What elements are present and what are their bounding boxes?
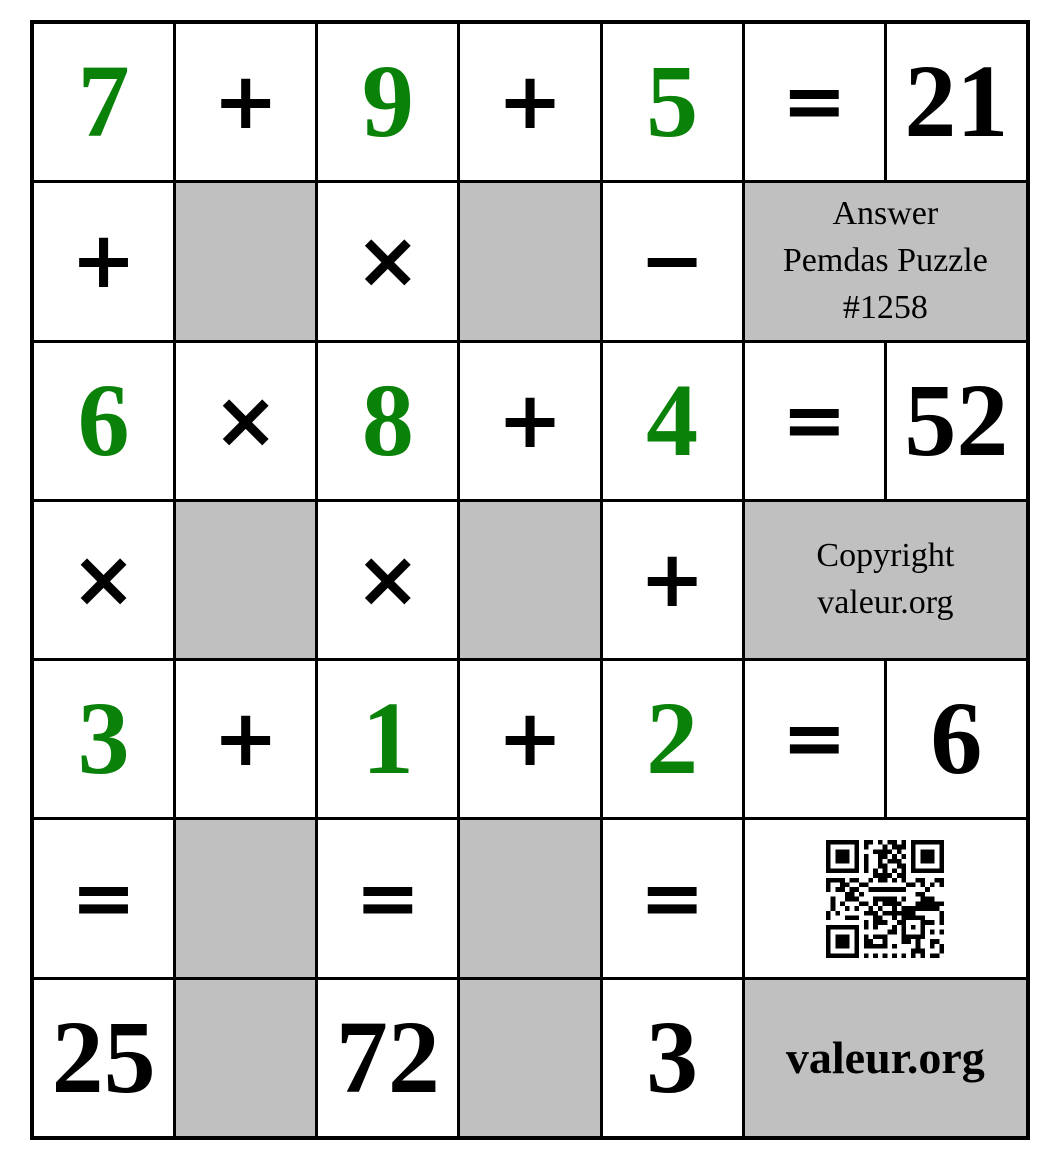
cell-r3c6-equals [745, 343, 884, 499]
qr-code-icon [826, 840, 944, 958]
puzzle-grid [30, 20, 1030, 1140]
cell-r1c3-operand [318, 24, 457, 180]
row-result-value: 21 [904, 44, 1009, 160]
cell-r5c5-operand [603, 661, 742, 817]
cell-r5c6-equals [745, 661, 884, 817]
cell-r4c4-filler [460, 502, 599, 658]
plus-operator: + [639, 534, 705, 625]
cell-r6c3-equals [318, 820, 457, 976]
cell-r7c3-column-result [318, 980, 457, 1136]
cell-r1c4-operator [460, 24, 599, 180]
operand-value: 4 [646, 362, 699, 478]
cell-r2c1-operator [34, 183, 173, 339]
multiply-operator: × [355, 216, 421, 307]
copyright-label: Copyright [816, 537, 955, 575]
cell-r5c1-operand [34, 661, 173, 817]
cell-r3c2-operator [176, 343, 315, 499]
cell-r1c5-operand [603, 24, 742, 180]
multiply-operator: × [70, 534, 137, 625]
plus-operator: + [213, 694, 279, 785]
equals-operator: = [639, 853, 705, 944]
cell-r5c4-operator [460, 661, 599, 817]
cell-r7c4-filler [460, 980, 599, 1136]
puzzle-number-label: #1258 [842, 288, 928, 326]
equals-operator: = [781, 375, 847, 466]
row-result-value: 6 [930, 681, 983, 797]
cell-r7c5-column-result [603, 980, 742, 1136]
plus-operator: + [70, 216, 137, 307]
equals-operator: = [70, 853, 137, 944]
answer-info-box [745, 183, 1026, 339]
operand-value: 1 [361, 681, 414, 797]
copyright-site-label: valeur.org [817, 583, 954, 621]
cell-r1c2-operator [176, 24, 315, 180]
cell-r2c5-operator [603, 183, 742, 339]
cell-r3c5-operand [603, 343, 742, 499]
cell-r1c6-equals [745, 24, 884, 180]
operand-value: 6 [77, 362, 130, 478]
plus-operator: + [497, 375, 563, 466]
cell-r1c1-operand [34, 24, 173, 180]
cell-r4c2-filler [176, 502, 315, 658]
operand-value: 8 [361, 362, 414, 478]
operand-value: 7 [77, 44, 130, 160]
site-name-label: valeur.org [785, 1031, 985, 1083]
cell-r4c5-operator [603, 502, 742, 658]
cell-r3c3-operand [318, 343, 457, 499]
cell-r2c2-filler [176, 183, 315, 339]
operand-value: 5 [646, 44, 699, 160]
row-result-value: 52 [904, 362, 1009, 478]
plus-operator: + [213, 57, 279, 148]
cell-r6c1-equals [34, 820, 173, 976]
column-result-value: 25 [51, 999, 156, 1115]
column-result-value: 3 [646, 999, 699, 1115]
cell-r7c2-filler [176, 980, 315, 1136]
minus-operator: − [639, 216, 705, 307]
cell-r1c7-result [887, 24, 1026, 180]
cell-r6c4-filler [460, 820, 599, 976]
operand-value: 9 [361, 44, 414, 160]
operand-value: 3 [77, 681, 130, 797]
cell-r4c1-operator [34, 502, 173, 658]
cell-r4c3-operator [318, 502, 457, 658]
column-result-value: 72 [335, 999, 440, 1115]
cell-r7c1-column-result [34, 980, 173, 1136]
equals-operator: = [355, 853, 421, 944]
multiply-operator: × [213, 375, 279, 466]
equals-operator: = [781, 694, 847, 785]
cell-r3c7-result [887, 343, 1026, 499]
cell-r6c2-filler [176, 820, 315, 976]
multiply-operator: × [355, 534, 421, 625]
cell-r3c1-operand [34, 343, 173, 499]
operand-value: 2 [646, 681, 699, 797]
cell-r2c4-filler [460, 183, 599, 339]
footer-site-box [745, 980, 1026, 1136]
cell-r5c2-operator [176, 661, 315, 817]
cell-r5c3-operand [318, 661, 457, 817]
equals-operator: = [781, 57, 847, 148]
cell-r5c7-result [887, 661, 1026, 817]
plus-operator: + [497, 57, 563, 148]
answer-label: Answer [832, 195, 939, 233]
plus-operator: + [497, 694, 563, 785]
cell-r6c5-equals [603, 820, 742, 976]
cell-r2c3-operator [318, 183, 457, 339]
qr-code-cell [745, 820, 1026, 976]
copyright-info-box [745, 502, 1026, 658]
puzzle-name-label: Pemdas Puzzle [782, 241, 988, 279]
cell-r3c4-operator [460, 343, 599, 499]
